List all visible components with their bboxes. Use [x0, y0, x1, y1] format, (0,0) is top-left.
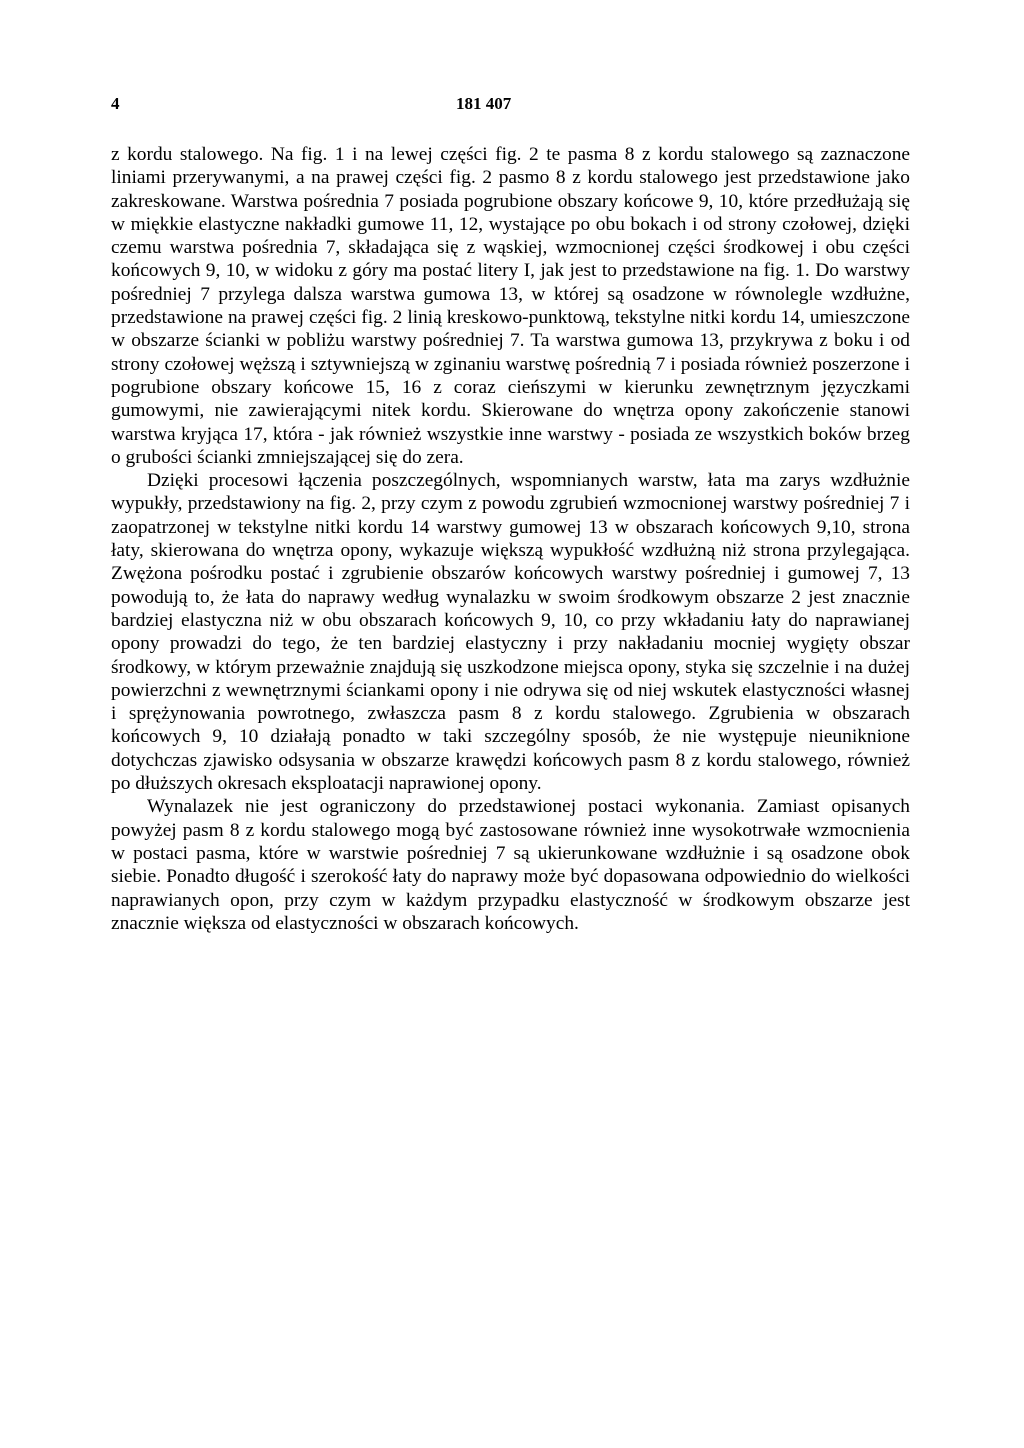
document-body — [111, 143, 910, 935]
paragraph-continuation: z kordu stalowego. Na fig. 1 i na lewej części fig. 2 te pasma 8 z kordu stalowego są zaznaczone liniami przerywanymi, a na prawej części fig. 2 pasmo 8 z kordu stalowego jest przedstawione jako zakreskowane. Warstwa pośrednia 7 posiada pogrubione obszary końcowe 9, 10, które przedłużają się w miękkie elastyczne nakładki gumowe 11, 12, wystające po obu bokach i od strony czołowej, dzięki czemu warstwa pośrednia 7, składająca się z wąskiej, wzmocnionej części środkowej i obu części końcowych 9, 10, w widoku z góry ma postać litery I, jak jest to przedstawione na fig. 1. Do warstwy pośredniej 7 przylega dalsza warstwa gumowa 13, w której są osadzone w równolegle wzdłużne, przedstawione na prawej części fig. 2 linią kreskowo-punktową, tekstylne nitki kordu 14, umieszczone w obszarze ścianki w pobliżu warstwy pośredniej 7. Ta warstwa gumowa 13, przykrywa z boku i od strony czołowej węższą i sztywniejszą w zginaniu warstwę pośrednią 7 i posiada również poszerzone i pogrubione obszary końcowe 15, 16 z coraz cieńszymi w kierunku zewnętrznym języczkami gumowymi, nie zawierającymi nitek kordu. Skierowane do wnętrza opony zakończenie stanowi warstwa kryjąca 17, która - jak również wszystkie inne warstwy - posiada ze wszystkich boków brzeg o grubości ścianki zmniejszającej się do zera. — [111, 144, 910, 468]
paragraph-invention-scope: Wynalazek nie jest ograniczony do przedstawionej postaci wykonania. Zamiast opisanych powyżej pasm 8 z kordu stalowego mogą być zastosowane również inne wysokotrwałe wzmocnienia w postaci pasma, które w warstwie pośredniej 7 są ukierunkowane wzdłużnie i są osadzone obok siebie. Ponadto długość i szerokość łaty do naprawy może być dopasowana odpowiednio do wielkości naprawianych opon, przy czym w każdym przypadku elastyczność w środkowym obszarze jest znacznie większa od elastyczności w obszarach końcowych. — [111, 796, 910, 934]
document-number: 181 407 — [456, 94, 512, 113]
paragraph-patch-shape: Dzięki procesowi łączenia poszczególnych, wspomnianych warstw, łata ma zarys wzdłużnie wypukły, przedstawiony na fig. 2, przy czym z powodu zgrubień wzmocnionej warstwy pośredniej 7 i zaopatrzonej w tekstylne nitki kordu 14 warstwy gumowej 13 w obszarach końcowych 9,10, strona łaty, skierowana do wnętrza opony, wykazuje większą wypukłość wzdłużną niż strona przylegająca. Zwężona pośrodku postać i zgrubienie obszarów końcowych warstwy pośredniej i gumowej 7, 13 powodują to, że łata do naprawy według wynalazku w swoim środkowym obszarze 2 jest znacznie bardziej elastyczna niż w obu obszarach końcowych 9, 10, co przy wkładaniu łaty do naprawianej opony prowadzi do tego, że ten bardziej elastyczny i przy nakładaniu mocniej wygięty obszar środkowy, w którym przeważnie znajdują się uszkodzone miejsca opony, styka się szczelnie i na dużej powierzchni z wewnętrznymi ściankami opony i nie odrywa się od niej wskutek elastyczności własnej i sprężynowania powrotnego, zwłaszcza pasm 8 z kordu stalowego. Zgrubienia w obszarach końcowych 9, 10 działają ponadto w taki szczególny sposób, że nie występuje nieuniknione dotychczas zjawisko odsysania w obszarze krawędzi końcowych pasm 8 z kordu stalowego, również po dłuższych okresach eksploatacji naprawionej opony. — [111, 470, 910, 795]
page-number: 4 — [111, 94, 120, 113]
